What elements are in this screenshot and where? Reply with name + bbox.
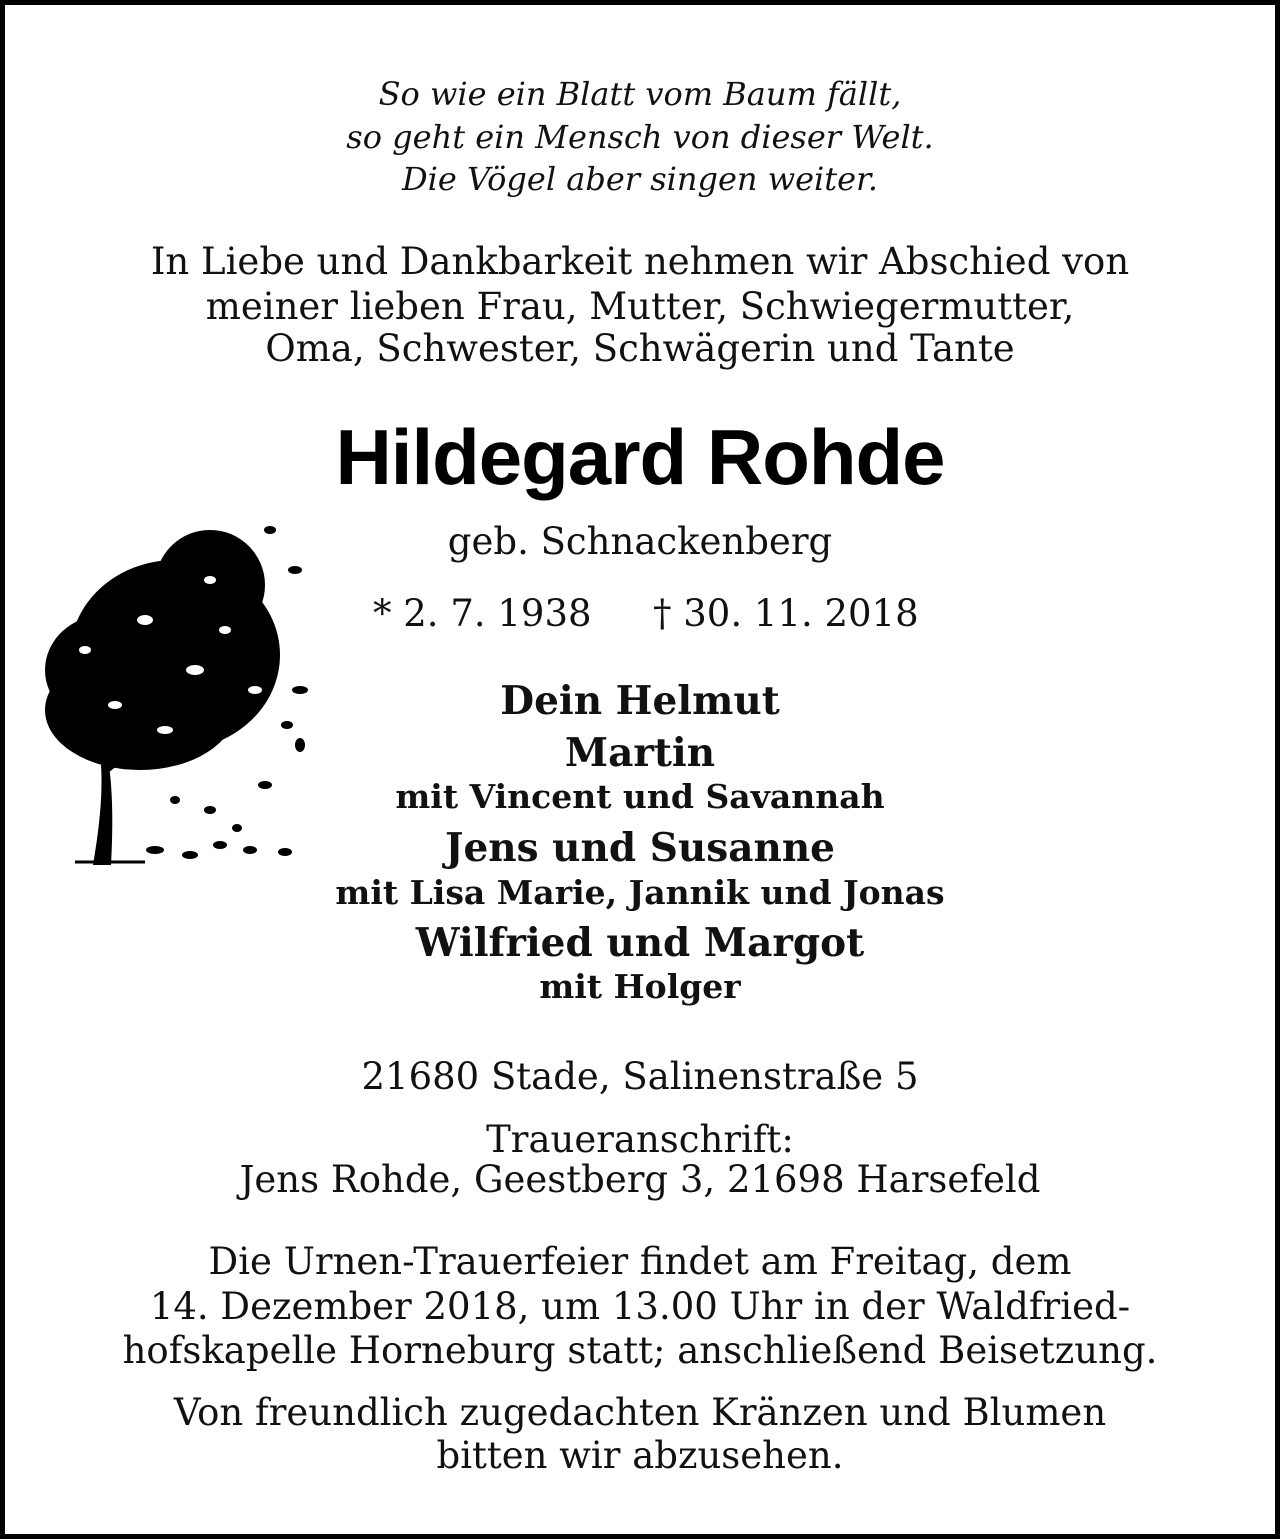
mourner-martin: Martin [564, 730, 716, 776]
mourner-helmut: Dein Helmut [500, 678, 780, 724]
mourning-address-label: Traueranschrift: [486, 1118, 794, 1161]
windblown-tree-icon [25, 510, 325, 875]
poem-line-3: Die Vögel aber singen weiter. [401, 160, 878, 198]
birth-date: * 2. 7. 1938 [373, 592, 592, 635]
intro-line-3: Oma, Schwester, Schwägerin und Tante [265, 327, 1015, 370]
mourner-jens-children: mit Lisa Marie, Jannik und Jonas [335, 873, 945, 912]
request-line-1: Von freundlich zugedachten Kränzen und Blumen [173, 1391, 1107, 1434]
service-line-1: Die Urnen-Trauerfeier findet am Freitag, dem [208, 1240, 1072, 1283]
intro-line-1: In Liebe und Dankbarkeit nehmen wir Abschied von [150, 240, 1130, 283]
maiden-name: geb. Schnackenberg [447, 520, 833, 563]
mourner-wilfried-margot: Wilfried und Margot [415, 920, 865, 966]
request-line-2: bitten wir abzusehen. [436, 1434, 844, 1477]
service-line-2: 14. Dezember 2018, um 13.00 Uhr in der Waldfried- [149, 1285, 1131, 1328]
tree-trunk [93, 765, 112, 865]
mourner-wilfried-child: mit Holger [539, 967, 741, 1006]
poem-line-1: So wie ein Blatt vom Baum fällt, [378, 75, 902, 113]
deceased-name: Hildegard Rohde [335, 413, 945, 501]
mourning-address-value: Jens Rohde, Geestberg 3, 21698 Harsefeld [239, 1158, 1041, 1201]
mourner-martin-children: mit Vincent und Savannah [395, 777, 885, 816]
intro-line-2: meiner lieben Frau, Mutter, Schwiegermutter, [205, 285, 1075, 328]
death-date: † 30. 11. 2018 [653, 592, 919, 635]
service-line-3: hofskapelle Horneburg statt; anschließend Beisetzung. [122, 1329, 1158, 1372]
poem-line-2: so geht ein Mensch von dieser Welt. [346, 118, 934, 156]
home-address: 21680 Stade, Salinenstraße 5 [361, 1055, 919, 1098]
mourner-jens-susanne: Jens und Susanne [445, 825, 835, 871]
